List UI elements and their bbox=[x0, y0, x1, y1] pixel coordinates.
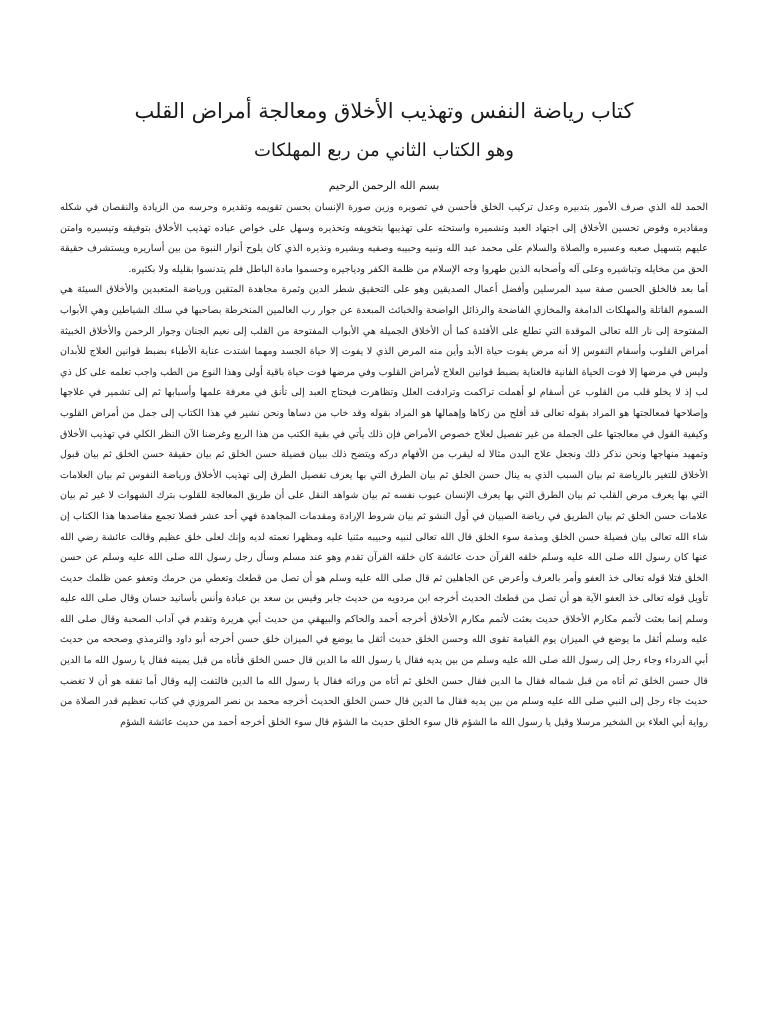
paragraph-2: أما بعد فالخلق الحسن صفة سيد المرسلين وأفضل أعمال الصديقين وهو على التحقيق شطر الدين وثمرة مجاهدة المتقين ورياضة المتعبدين والأخلاق السيئة هي السموم القاتلة والمهلكات الدامغة والمخازي الفاضحة والرذائل الواضحة والخبائث المبعدة عن جوار رب العالمين المنخرطة بصاحبها في سلك الشياطين وهي الأبواب المفتوحة إلى نار الله تعالى الموقدة التي تطلع على الأفئدة كما أن الأخلاق الجميلة هي الأبواب المفتوحة من القلب إلى نعيم الجنان وجوار الرحمن والأخلاق الخبيثة أمراض القلوب وأسقام النفوس إلا أنه مرض يفوت حياة الأبد وأين منه المرض الذي لا يفوت إلا حياة الجسد ومهما اشتدت عناية الأطباء بضبط قوانين العلاج للأبدان وليس في مرضها إلا فوت الحياة الفانية فالعناية بضبط قوانين العلاج لأمراض القلوب وفي مرضها فوت حياة باقية أولى وهذا النوع من الطب واجب تعلمه على كل ذي لب إذ لا يخلو قلب من القلوب عن أسقام لو أهملت تراكمت وترادفت العلل وتظاهرت فيحتاج العبد إلى تأنق في معرفة علمها وأسبابها ثم إلى تشمير في علاجها وإصلاحها فمعالجتها هو المراد بقوله تعالى قد أفلح من زكاها وإهمالها هو المراد بقوله وقد خاب من دساها ونحن نشير في هذا الكتاب إلى جمل من أمراض القلوب وكيفية القول في معالجتها على الجملة من غير تفصيل لعلاج خصوص الأمراض فإن ذلك يأتي في بقية الكتب من هذا الربع وغرضنا الآن النظر الكلي في تهذيب الأخلاق وتمهيد منهاجها ونحن نذكر ذلك ونجعل علاج البدن مثالا له ليقرب من الأفهام دركه ويتضح ذلك ببيان فضيلة حسن الخلق ثم بيان حقيقة حسن الخلق ثم بيان قبول الأخلاق للتغير بالرياضة ثم بيان السبب الذي به ينال حسن الخلق ثم بيان الطرق التي بها يعرف تفصيل الطرق إلى تهذيب الأخلاق ورياضة النفوس ثم بيان العلامات التي بها يعرف مرض القلب ثم بيان الطرق التي بها يعرف الإنسان عيوب نفسه ثم بيان شواهد النقل على أن طريق المعالجة للقلوب بترك الشهوات لا غير ثم بيان علامات حسن الخلق ثم بيان الطريق في رياضة الصبيان في أول النشو ثم بيان شروط الإرادة ومقدمات المجاهدة فهي أحد عشر فصلا تجمع مقاصدها هذا الكتاب إن شاء الله تعالى بيان فضيلة حسن الخلق ومذمة سوء الخلق قال الله تعالى لنبيه وحبيبه مثنيا عليه ومظهرا نعمته لديه وإنك لعلى خلق عظيم وقالت عائشة رضي الله عنها كان رسول الله صلى الله عليه وسلم خلقه القرآن حدث عائشة كان خلقه القرآن تقدم وهو عند مسلم وسأل رجل رسول الله صلى الله عليه وسلم عن حسن الخلق فتلا قوله تعالى خذ العفو وأمر بالعرف وأعرض عن الجاهلين ثم قال صلى الله عليه وسلم هو أن تصل من قطعك وتعطي من حرمك وتعفو عمن ظلمك حديث تأويل قوله تعالى خذ العفو الآية هو أن تصل من قطعك الحديث أخرجه ابن مردويه من حديث جابر وقيس بن سعد بن عبادة وأنس بأسانيد حسان وقال صلى الله عليه وسلم إنما بعثت لأتمم مكارم الأخلاق حديث بعثت لأتمم مكارم الأخلاق أخرجه أحمد والحاكم والبيهقي من حديث أبي هريرة وتقدم في آداب الصحبة وقال صلى الله عليه وسلم أثقل ما يوضع في الميزان يوم القيامة تقوى الله وحسن الخلق حديث أثقل ما يوضع في الميزان خلق حسن أخرجه أبو داود والترمذي وصححه من حديث أبي الدرداء وجاء رجل إلى رسول الله صلى الله عليه وسلم من بين يديه فقال يا رسول الله ما الدين قال حسن الخلق فأتاه من قبل يمينه فقال يا رسول الله ما الدين قال حسن الخلق ثم أتاه من قبل شماله فقال ما الدين فقال حسن الخلق ثم أتاه من ورائه فقال يا رسول الله ما الدين فالتفت إليه وقال أما تفقه هو أن لا تغضب حديث جاء رجل إلى النبي صلى الله عليه وسلم من بين يديه فقال ما الدين قال حسن الخلق الحديث أخرجه محمد بن نصر المروزي في كتاب تعظيم قدر الصلاة من رواية أبي العلاء بن الشخير مرسلا وقيل يا رسول الله ما الشؤم قال سوء الخلق حديث ما الشؤم قال سوء الخلق أخرجه أحمد من حديث عائشة الشؤم bbox=[60, 284, 708, 728]
book-subtitle: وهو الكتاب الثاني من ربع المهلكات bbox=[254, 140, 514, 161]
paragraph-1: الحمد لله الذي صرف الأمور بتدبيره وعدل تركيب الخلق فأحسن في تصويره وزين صورة الإنسان بحسن تقويمه وتقديره وحرسه من الزيادة والنقصان في شكله ومقاديره وفوض تحسين الأخلاق إلى اجتهاد العبد وتشميره واستحثه على تهذيبها بتخويفه وتحذيره وسهل على خواص عباده تهذيب الأخلاق بتوفيقه وتيسيره وامتن عليهم بتسهيل صعبه وعسيره والصلاة والسلام على محمد عبد الله ونبيه وحبيبه وصفيه وبشيره ونذيره الذي كان يلوح أنوار النبوة من بين أساريره ويستشرف حقيقة الحق من مخايله وتباشيره وعلى آله وأصحابه الذين طهروا وجه الإسلام من ظلمة الكفر ودياجيره وحسموا مادة الباطل فلم يتدنسوا بقليله ولا بكثيره. bbox=[60, 202, 708, 275]
book-title: كتاب رياضة النفس وتهذيب الأخلاق ومعالجة أمراض القلب bbox=[134, 99, 634, 123]
basmala: بسم الله الرحمن الرحيم bbox=[328, 179, 440, 192]
